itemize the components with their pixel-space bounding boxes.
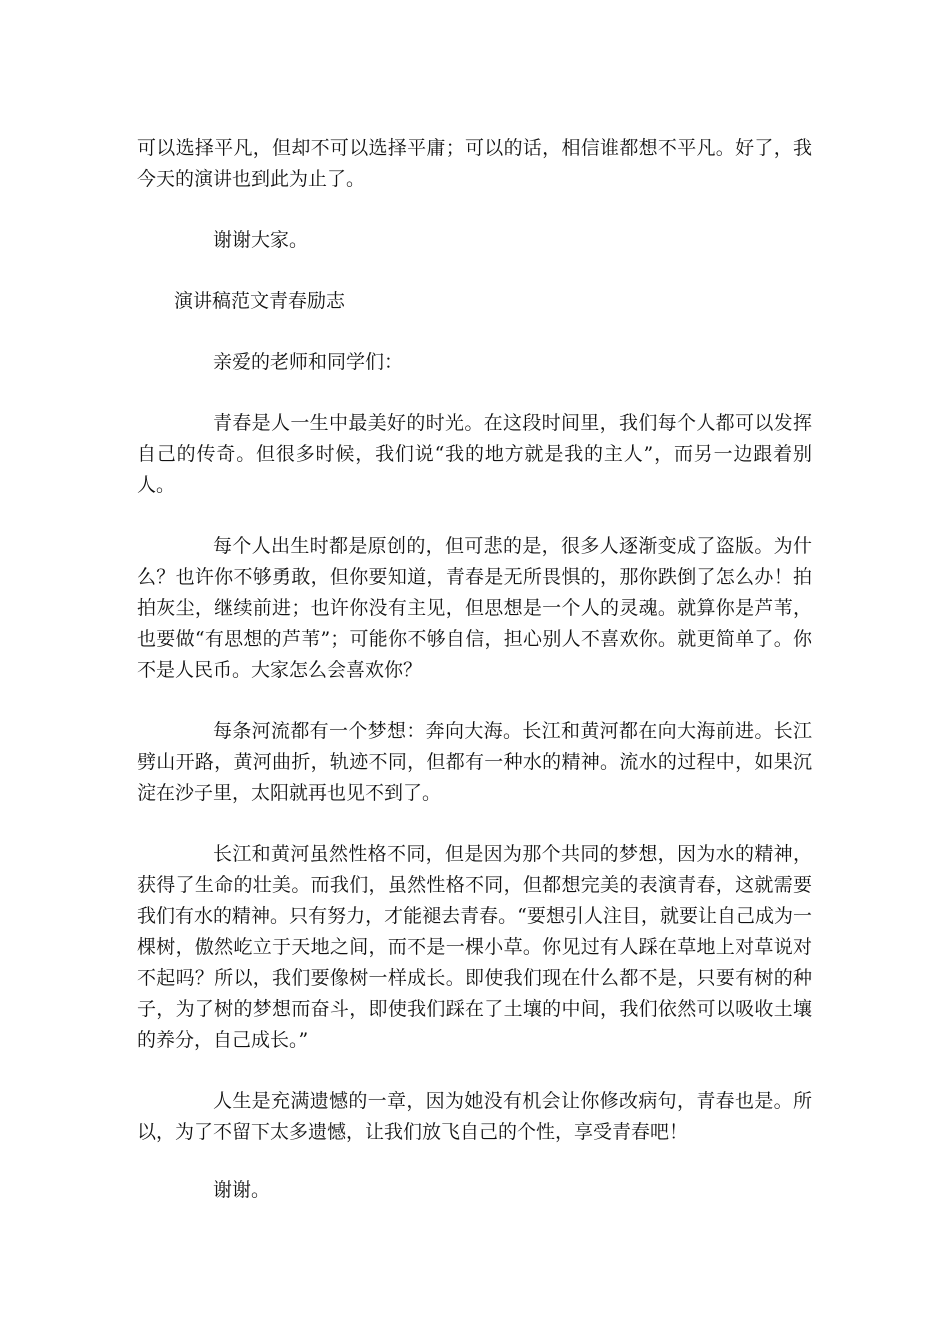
paragraph-original-piracy: 每个人出生时都是原创的，但可悲的是，很多人逐渐变成了盗版。为什么？也许你不够勇敢，但你要知道，青春是无所畏惧的，那你跌倒了怎么办！拍拍灰尘，继续前进；也许你没有主见，但思想是一个人的灵魂。就算你是芦苇，也要做“有思想的芦苇”；可能你不够自信，担心别人不喜欢你。就更简单了。你不是人民币。大家怎么会喜欢你？ <box>137 535 812 681</box>
paragraph-river-dream: 每条河流都有一个梦想：奔向大海。长江和黄河都在向大海前进。长江劈山开路，黄河曲折，轨迹不同，但都有一种水的精神。流水的过程中，如果沉淀在沙子里，太阳就再也见不到了。 <box>137 720 812 804</box>
paragraph-salutation: 亲爱的老师和同学们： <box>213 351 404 373</box>
paragraph-closing-text: 可以选择平凡，但却不可以选择平庸；可以的话，相信谁都想不平凡。好了，我今天的演讲也到此为止了。 <box>137 137 812 190</box>
paragraph-life-regret: 人生是充满遗憾的一章，因为她没有机会让你修改病句，青春也是。所以，为了不留下太多遗憾，让我们放飞自己的个性，享受青春吧！ <box>137 1090 812 1143</box>
document-body <box>137 133 812 1236</box>
paragraph-water-spirit: 长江和黄河虽然性格不同，但是因为那个共同的梦想，因为水的精神，获得了生命的壮美。而我们，虽然性格不同，但都想完美的表演青春，这就需要我们有水的精神。只有努力，才能褪去青春。“要想引人注目，就要让自己成为一棵树，傲然屹立于天地之间，而不是一棵小草。你见过有人踩在草地上对草说对不起吗？所以，我们要像树一样成长。即使我们现在什么都不是，只要有树的种子，为了树的梦想而奋斗，即使我们踩在了土壤的中间，我们依然可以吸收土壤的养分，自己成长。” <box>137 843 812 1051</box>
paragraph-thanks: 谢谢。 <box>213 1179 271 1201</box>
section-heading: 演讲稿范文青春励志 <box>174 290 346 312</box>
paragraph-youth-time: 青春是人一生中最美好的时光。在这段时间里，我们每个人都可以发挥自己的传奇。但很多时候，我们说“我的地方就是我的主人”，而另一边跟着别人。 <box>137 412 812 496</box>
paragraph-thanks-all: 谢谢大家。 <box>213 229 309 251</box>
